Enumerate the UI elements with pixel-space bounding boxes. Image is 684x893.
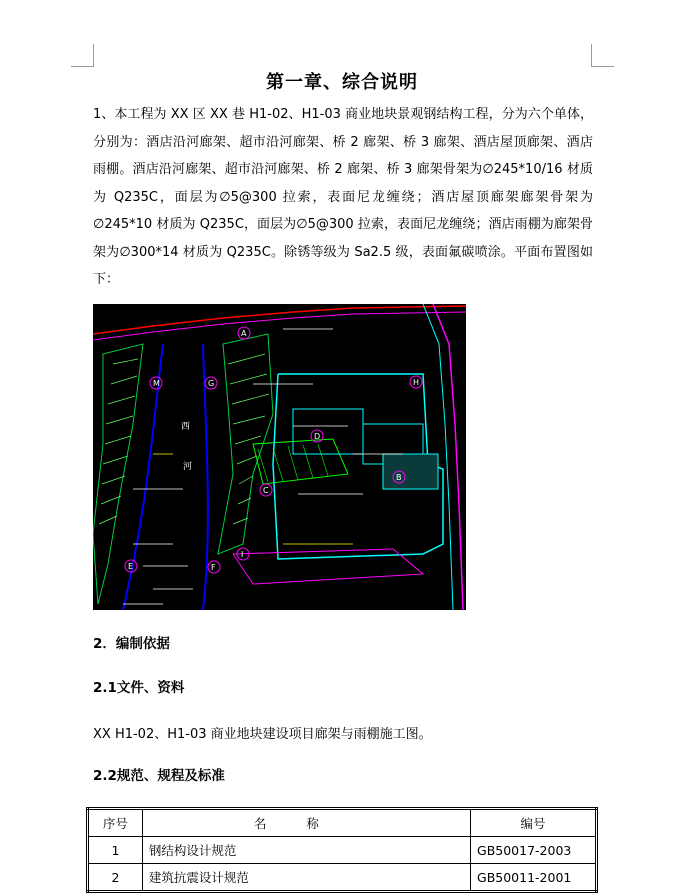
- site-plan-drawing: [93, 304, 466, 610]
- header-no: 序号: [88, 809, 143, 837]
- svg-text:F: F: [211, 563, 216, 572]
- section-2-1-heading: 2.1文件、资料: [93, 680, 185, 696]
- table-row: 2 建筑抗震设计规范 GB50011-2001: [88, 864, 597, 892]
- svg-text:M: M: [153, 379, 160, 388]
- label-he: 河: [183, 462, 193, 472]
- svg-text:G: G: [208, 379, 215, 388]
- margin-mark-top-right: [591, 44, 614, 67]
- svg-text:A: A: [241, 329, 247, 338]
- building-block-3: [383, 454, 438, 489]
- section-2-heading: 2．编制依据: [93, 636, 170, 652]
- svg-text:I: I: [241, 550, 244, 559]
- header-code: 编号: [471, 809, 597, 837]
- margin-mark-top-left: [71, 44, 94, 67]
- label-xi: 西: [181, 422, 191, 432]
- svg-text:C: C: [263, 486, 269, 495]
- section-2-1-text: XX H1-02、H1-03 商业地块建设项目廊架与雨棚施工图。: [93, 727, 432, 742]
- header-name: 名称: [142, 809, 470, 837]
- svg-text:B: B: [396, 473, 402, 482]
- cad-plan-svg: [93, 304, 466, 610]
- standards-table: [86, 807, 598, 893]
- table-row: 1 钢结构设计规范 GB50017-2003: [88, 837, 597, 864]
- chapter-title: 第一章、综合说明: [266, 72, 418, 93]
- intro-paragraph: 1、本工程为 XX 区 XX 巷 H1-02、H1-03 商业地块景观钢结构工程，分为六个单体，分别为：酒店沿河廊架、超市沿河廊架、桥 2 廊架、桥 3 廊架、酒店屋顶廊架、酒店雨棚。酒店沿河廊架、超市沿河廊架、桥 2 廊架、桥 3 廊架骨架为∅245*10/16 材质为 Q235C，面层为∅5@300 拉索，表面尼龙缠绕；酒店屋顶廊架廊架骨架为∅245*10 材质为 Q235C，面层为∅5@300 拉索，表面尼龙缠绕；酒店雨棚为廊架骨架为∅300*14 材质为 Q235C。除锈等级为 Sa2.5 级，表面氟碳喷涂。平面布置图如下：: [93, 107, 593, 287]
- table-header-row: [88, 809, 597, 837]
- svg-text:H: H: [413, 378, 420, 387]
- section-2-2-heading: 2.2规范、规程及标准: [93, 768, 225, 784]
- svg-text:E: E: [128, 562, 134, 571]
- svg-text:D: D: [314, 432, 321, 441]
